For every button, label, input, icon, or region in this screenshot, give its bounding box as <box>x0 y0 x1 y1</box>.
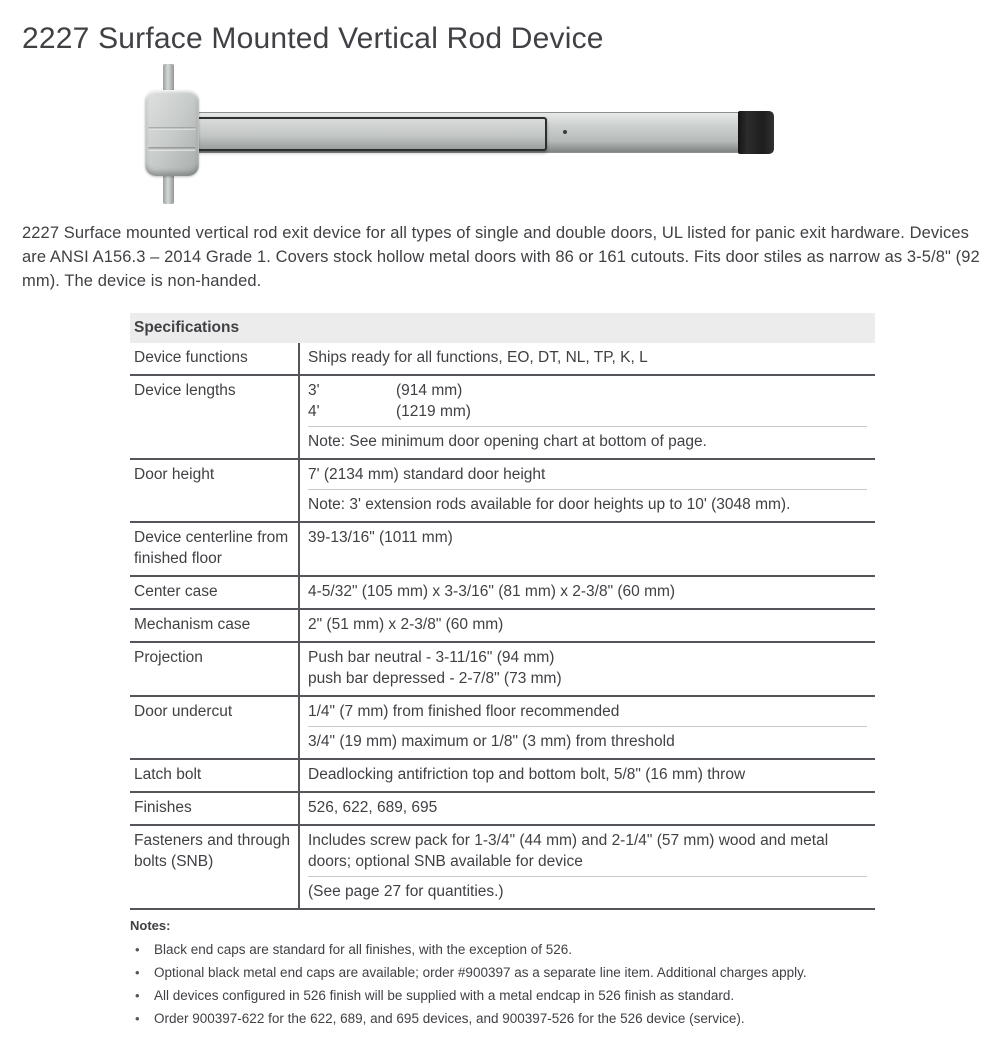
spec-value-block <box>308 380 867 422</box>
spec-label: Device centerline from finished floor <box>134 529 289 567</box>
spec-value-line: Note: 3' extension rods available for door heights up to 10' (3048 mm). <box>308 496 791 513</box>
spec-label: Device lengths <box>134 382 236 399</box>
center-case <box>145 90 199 176</box>
notes-list <box>130 939 830 1029</box>
spec-label: Center case <box>134 583 218 600</box>
note-item: • Black end caps are standard for all finishes, with the exception of 526. <box>130 939 830 960</box>
spec-value <box>298 826 875 908</box>
notes-section <box>130 918 830 1029</box>
specifications-table <box>130 313 875 910</box>
note-item: • Order 900397-622 for the 622, 689, and 695 devices, and 900397-526 for the 526 device (service). <box>130 1008 830 1029</box>
spec-value-block <box>308 701 867 722</box>
spec-value-line: Note: See minimum door opening chart at bottom of page. <box>308 433 707 450</box>
spec-value <box>298 760 875 791</box>
spec-table-title: Specifications <box>130 313 875 343</box>
spec-value-line: 2" (51 mm) x 2-3/8" (60 mm) <box>308 616 504 633</box>
spec-value-block <box>308 464 867 485</box>
spec-value-line: 3' (914 mm) <box>308 382 463 399</box>
spec-row <box>130 577 875 610</box>
spec-value <box>298 610 875 641</box>
spec-label: Door undercut <box>134 703 233 720</box>
spec-value-line: push bar depressed - 2-7/8" (73 mm) <box>308 670 562 687</box>
spec-label: Device functions <box>134 349 248 366</box>
spec-value-line: Ships ready for all functions, EO, DT, NL, TP, K, L <box>308 349 648 366</box>
note-item: • All devices configured in 526 finish will be supplied with a metal endcap in 526 finish as standard. <box>130 985 830 1006</box>
spec-row <box>130 460 875 523</box>
spec-value-block <box>308 614 867 635</box>
spec-value-line: 4-5/32" (105 mm) x 3-3/16" (81 mm) x 2-3/8" (60 mm) <box>308 583 676 600</box>
spec-row <box>130 376 875 460</box>
spec-label: Fasteners and through bolts (SNB) <box>134 832 290 870</box>
spec-value-block <box>308 876 867 902</box>
spec-value <box>298 793 875 824</box>
spec-value-block <box>308 489 867 515</box>
spec-value-line: Deadlocking antifriction top and bottom bolt, 5/8" (16 mm) throw <box>308 766 746 783</box>
spec-row <box>130 343 875 376</box>
spec-row <box>130 826 875 910</box>
spec-row <box>130 610 875 643</box>
spec-value-line: 1/4" (7 mm) from finished floor recommended <box>308 703 620 720</box>
page-title: 2227 Surface Mounted Vertical Rod Device <box>22 22 604 55</box>
spec-value-block <box>308 426 867 452</box>
spec-row <box>130 697 875 760</box>
end-cap <box>738 111 774 154</box>
spec-value <box>298 643 875 695</box>
spec-row <box>130 643 875 697</box>
spec-value-block <box>308 764 867 785</box>
spec-value-block <box>308 797 867 818</box>
notes-heading: Notes: <box>130 918 171 933</box>
spec-label: Door height <box>134 466 215 483</box>
spec-value-line: 7' (2134 mm) standard door height <box>308 466 546 483</box>
spec-value-line: 3/4" (19 mm) maximum or 1/8" (3 mm) from threshold <box>308 733 675 750</box>
spec-value-line: Includes screw pack for 1-3/4" (44 mm) and 2-1/4" (57 mm) wood and metal doors; optional SNB available for device <box>308 832 829 870</box>
spec-row <box>130 793 875 826</box>
product-description: 2227 Surface mounted vertical rod exit device for all types of single and double doors, UL listed for panic exit hardware. Devices are ANSI A156.3 – 2014 Grade 1. Covers stock hollow metal doors with 86 or 161 cutouts. Fits door stiles as narrow as 3-5/8" (92 mm). The device is non-handed. <box>22 224 980 290</box>
spec-value-line: 526, 622, 689, 695 <box>308 799 438 816</box>
spec-value <box>298 577 875 608</box>
spec-value-block <box>308 347 867 368</box>
push-bar <box>192 117 547 151</box>
spec-value-line: Push bar neutral - 3-11/16" (94 mm) <box>308 649 555 666</box>
spec-value <box>298 523 875 575</box>
spec-row <box>130 760 875 793</box>
spec-value-line: 39-13/16" (1011 mm) <box>308 529 453 546</box>
spec-value-block <box>308 581 867 602</box>
spec-value <box>298 343 875 374</box>
spec-value-block <box>308 647 867 689</box>
spec-value-block <box>308 726 867 752</box>
spec-label: Projection <box>134 649 203 666</box>
spec-label: Mechanism case <box>134 616 251 633</box>
note-item: • Optional black metal end caps are available; order #900397 as a separate line item. Additional charges apply. <box>130 962 830 983</box>
spec-label: Latch bolt <box>134 766 202 783</box>
spec-value-block <box>308 830 867 872</box>
spec-value <box>298 697 875 758</box>
spec-value <box>298 460 875 521</box>
mounting-hole <box>563 130 567 134</box>
spec-value <box>298 376 875 458</box>
spec-label: Finishes <box>134 799 192 816</box>
spec-row <box>130 523 875 577</box>
spec-value-line: 4' (1219 mm) <box>308 403 471 420</box>
product-image <box>130 62 810 207</box>
spec-rows <box>130 343 875 910</box>
spec-value-block <box>308 527 867 548</box>
spec-value-line: (See page 27 for quantities.) <box>308 883 504 900</box>
